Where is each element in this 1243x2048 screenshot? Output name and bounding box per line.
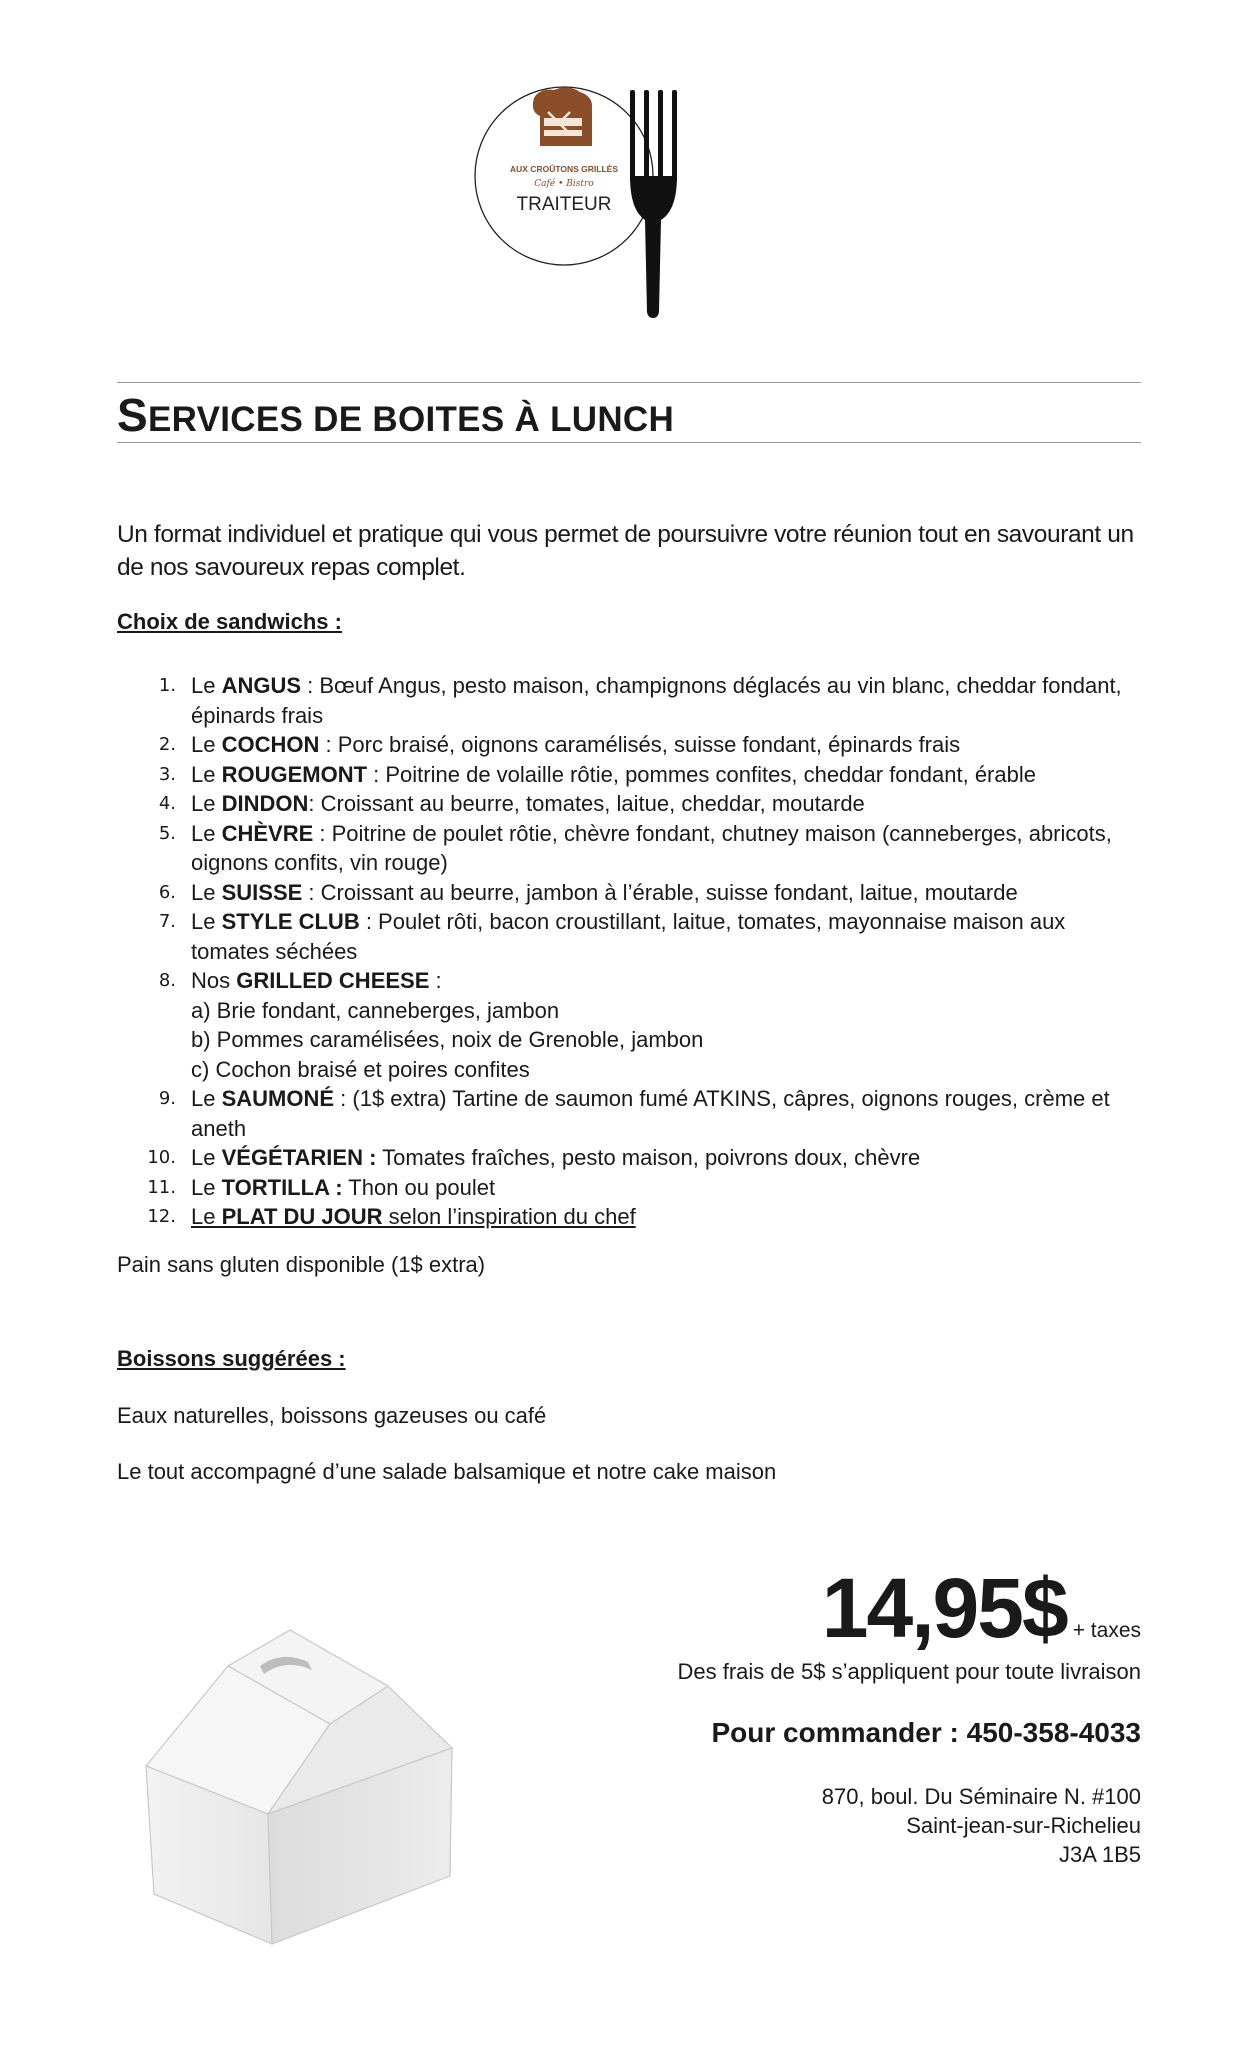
- sandwiches-heading: Choix de sandwichs :: [117, 609, 342, 634]
- price-row: [822, 1560, 1141, 1657]
- sandwich-name: SUISSE: [221, 879, 303, 905]
- item-body: Le STYLE CLUB : Poulet rôti, bacon croustillant, laitue, tomates, mayonnaise maison aux tomates séchées: [191, 909, 1066, 964]
- sandwich-item: [140, 966, 1140, 1084]
- sandwich-list: [140, 671, 1140, 1232]
- bread-icon: [533, 87, 592, 146]
- sandwich-name: ROUGEMONT: [221, 761, 368, 787]
- sandwich-item: [140, 819, 1140, 878]
- sandwich-description: Thon ou poulet: [342, 1174, 496, 1200]
- sandwich-item: [140, 760, 1140, 790]
- order-phone[interactable]: Pour commander : 450-358-4033: [711, 1717, 1141, 1748]
- item-body: Le COCHON : Porc braisé, oignons caramélisés, suisse fondant, épinards frais: [191, 732, 961, 757]
- price: 14,95$: [821, 1561, 1067, 1655]
- item-body: Nos GRILLED CHEESE :: [191, 968, 442, 993]
- sandwich-name: CHÈVRE: [221, 820, 314, 846]
- item-number: 5.: [158, 822, 176, 844]
- title-rule-top: [117, 382, 1141, 383]
- grilled-cheese-option: a) Brie fondant, canneberges, jambon: [191, 997, 560, 1023]
- item-body: Le CHÈVRE : Poitrine de poulet rôtie, chèvre fondant, chutney maison (canneberges, abricots, oignons confits, vin rouge): [191, 820, 1112, 875]
- item-number: 12.: [147, 1206, 176, 1227]
- address-line-1: 870, boul. Du Séminaire N. #100: [821, 1784, 1141, 1809]
- sandwich-name: SAUMONÉ: [221, 1086, 335, 1111]
- item-body: Le SAUMONÉ : (1$ extra) Tartine de saumon fumé ATKINS, câpres, oignons rouges, crème et aneth: [191, 1086, 1110, 1141]
- item-body: Le ANGUS : Bœuf Angus, pesto maison, champignons déglacés au vin blanc, cheddar fondant, épinards frais: [191, 673, 1122, 728]
- sandwich-item: [140, 907, 1140, 966]
- address: [822, 1782, 1141, 1869]
- drinks-list: Eaux naturelles, boissons gazeuses ou café: [117, 1403, 547, 1428]
- page-title: SERVICES DE BOITES À LUNCH: [117, 389, 675, 441]
- gluten-note: Pain sans gluten disponible (1$ extra): [117, 1252, 486, 1277]
- item-number: 2.: [158, 734, 176, 755]
- sandwich-item: [140, 1084, 1140, 1143]
- taxes-label: + taxes: [1072, 1619, 1141, 1642]
- item-body: Le PLAT DU JOUR selon l’inspiration du chef: [191, 1204, 636, 1229]
- grilled-cheese-option: b) Pommes caramélisées, noix de Grenoble, jambon: [191, 1027, 704, 1052]
- item-body: Le SUISSE : Croissant au beurre, jambon à l’érable, suisse fondant, laitue, moutarde: [191, 879, 1018, 905]
- accompaniment-note: Le tout accompagné d’une salade balsamique et notre cake maison: [117, 1459, 777, 1484]
- sandwich-name: PLAT DU JOUR: [221, 1204, 383, 1229]
- item-number: 6.: [158, 881, 176, 903]
- sandwich-name: GRILLED CHEESE: [236, 968, 430, 993]
- sandwich-name: ANGUS: [221, 673, 302, 698]
- sandwich-item: [140, 1202, 1140, 1232]
- sandwich-name: STYLE CLUB: [221, 909, 360, 934]
- sandwich-item: [140, 789, 1140, 819]
- grilled-cheese-option: c) Cochon braisé et poires confites: [191, 1056, 530, 1082]
- sandwich-name: COCHON: [221, 732, 320, 757]
- drinks-heading: Boissons suggérées :: [117, 1346, 346, 1371]
- sandwich-name: DINDON: [221, 791, 309, 816]
- sandwich-description: : Croissant au beurre, jambon à l’érable, suisse fondant, laitue, moutarde: [302, 879, 1018, 905]
- item-number: 10.: [147, 1147, 176, 1168]
- item-body: Le VÉGÉTARIEN : Tomates fraîches, pesto maison, poivrons doux, chèvre: [191, 1145, 921, 1170]
- sandwich-description: selon l’inspiration du chef: [382, 1204, 636, 1229]
- delivery-fee-note: Des frais de 5$ s’appliquent pour toute livraison: [677, 1659, 1141, 1684]
- sandwich-item: [140, 1173, 1140, 1203]
- sandwich-item: [140, 878, 1140, 908]
- item-number: 7.: [158, 911, 176, 932]
- intro-paragraph: Un format individuel et pratique qui vous permet de poursuivre votre réunion tout en savourant un de nos savoureux repas complet.: [117, 521, 1134, 581]
- sandwich-name: VÉGÉTARIEN :: [221, 1145, 377, 1170]
- sandwich-description: : Bœuf Angus, pesto maison, champignons déglacés au vin blanc, cheddar fondant, épinards frais: [191, 673, 1122, 728]
- item-body: Le ROUGEMONT : Poitrine de volaille rôtie, pommes confites, cheddar fondant, érable: [191, 761, 1036, 787]
- item-number: 3.: [158, 763, 176, 785]
- sandwich-name: TORTILLA :: [221, 1174, 343, 1200]
- sandwich-description: : Croissant au beurre, tomates, laitue, cheddar, moutarde: [308, 791, 865, 816]
- sandwich-description: : (1$ extra) Tartine de saumon fumé ATKINS, câpres, oignons rouges, crème et aneth: [191, 1086, 1110, 1141]
- brand-line3: TRAITEUR: [516, 194, 612, 215]
- item-body: Le DINDON: Croissant au beurre, tomates, laitue, cheddar, moutarde: [191, 791, 865, 816]
- sandwich-item: [140, 730, 1140, 760]
- item-number: 11.: [147, 1176, 176, 1198]
- item-number: 9.: [158, 1088, 176, 1109]
- item-number: 8.: [158, 970, 176, 991]
- brand-line2: Café • Bistro: [534, 179, 594, 189]
- item-number: 1.: [158, 675, 176, 696]
- sandwich-description: :: [429, 968, 442, 993]
- brand-line1: AUX CROÛTONS GRILLÉS: [510, 164, 618, 174]
- lunch-box-image: [140, 1626, 470, 1948]
- sandwich-description: Tomates fraîches, pesto maison, poivrons doux, chèvre: [376, 1145, 921, 1170]
- sandwich-description: : Poitrine de volaille rôtie, pommes confites, cheddar fondant, érable: [367, 761, 1036, 787]
- caterer-logo: [474, 26, 704, 318]
- title-rule-bottom: [117, 442, 1141, 443]
- address-line-3: J3A 1B5: [1059, 1842, 1141, 1867]
- sandwich-item: [140, 1143, 1140, 1173]
- item-body: Le TORTILLA : Thon ou poulet: [191, 1174, 496, 1200]
- address-line-2: Saint-jean-sur-Richelieu: [906, 1813, 1141, 1838]
- sandwich-description: : Poulet rôti, bacon croustillant, laitue, tomates, mayonnaise maison aux tomates séchées: [191, 909, 1066, 964]
- sandwich-description: : Porc braisé, oignons caramélisés, suisse fondant, épinards frais: [319, 732, 961, 757]
- sandwich-description: : Poitrine de poulet rôtie, chèvre fondant, chutney maison (canneberges, abricots, oignons confits, vin rouge): [191, 820, 1112, 875]
- sandwich-item: [140, 671, 1140, 730]
- item-number: 4.: [158, 793, 176, 814]
